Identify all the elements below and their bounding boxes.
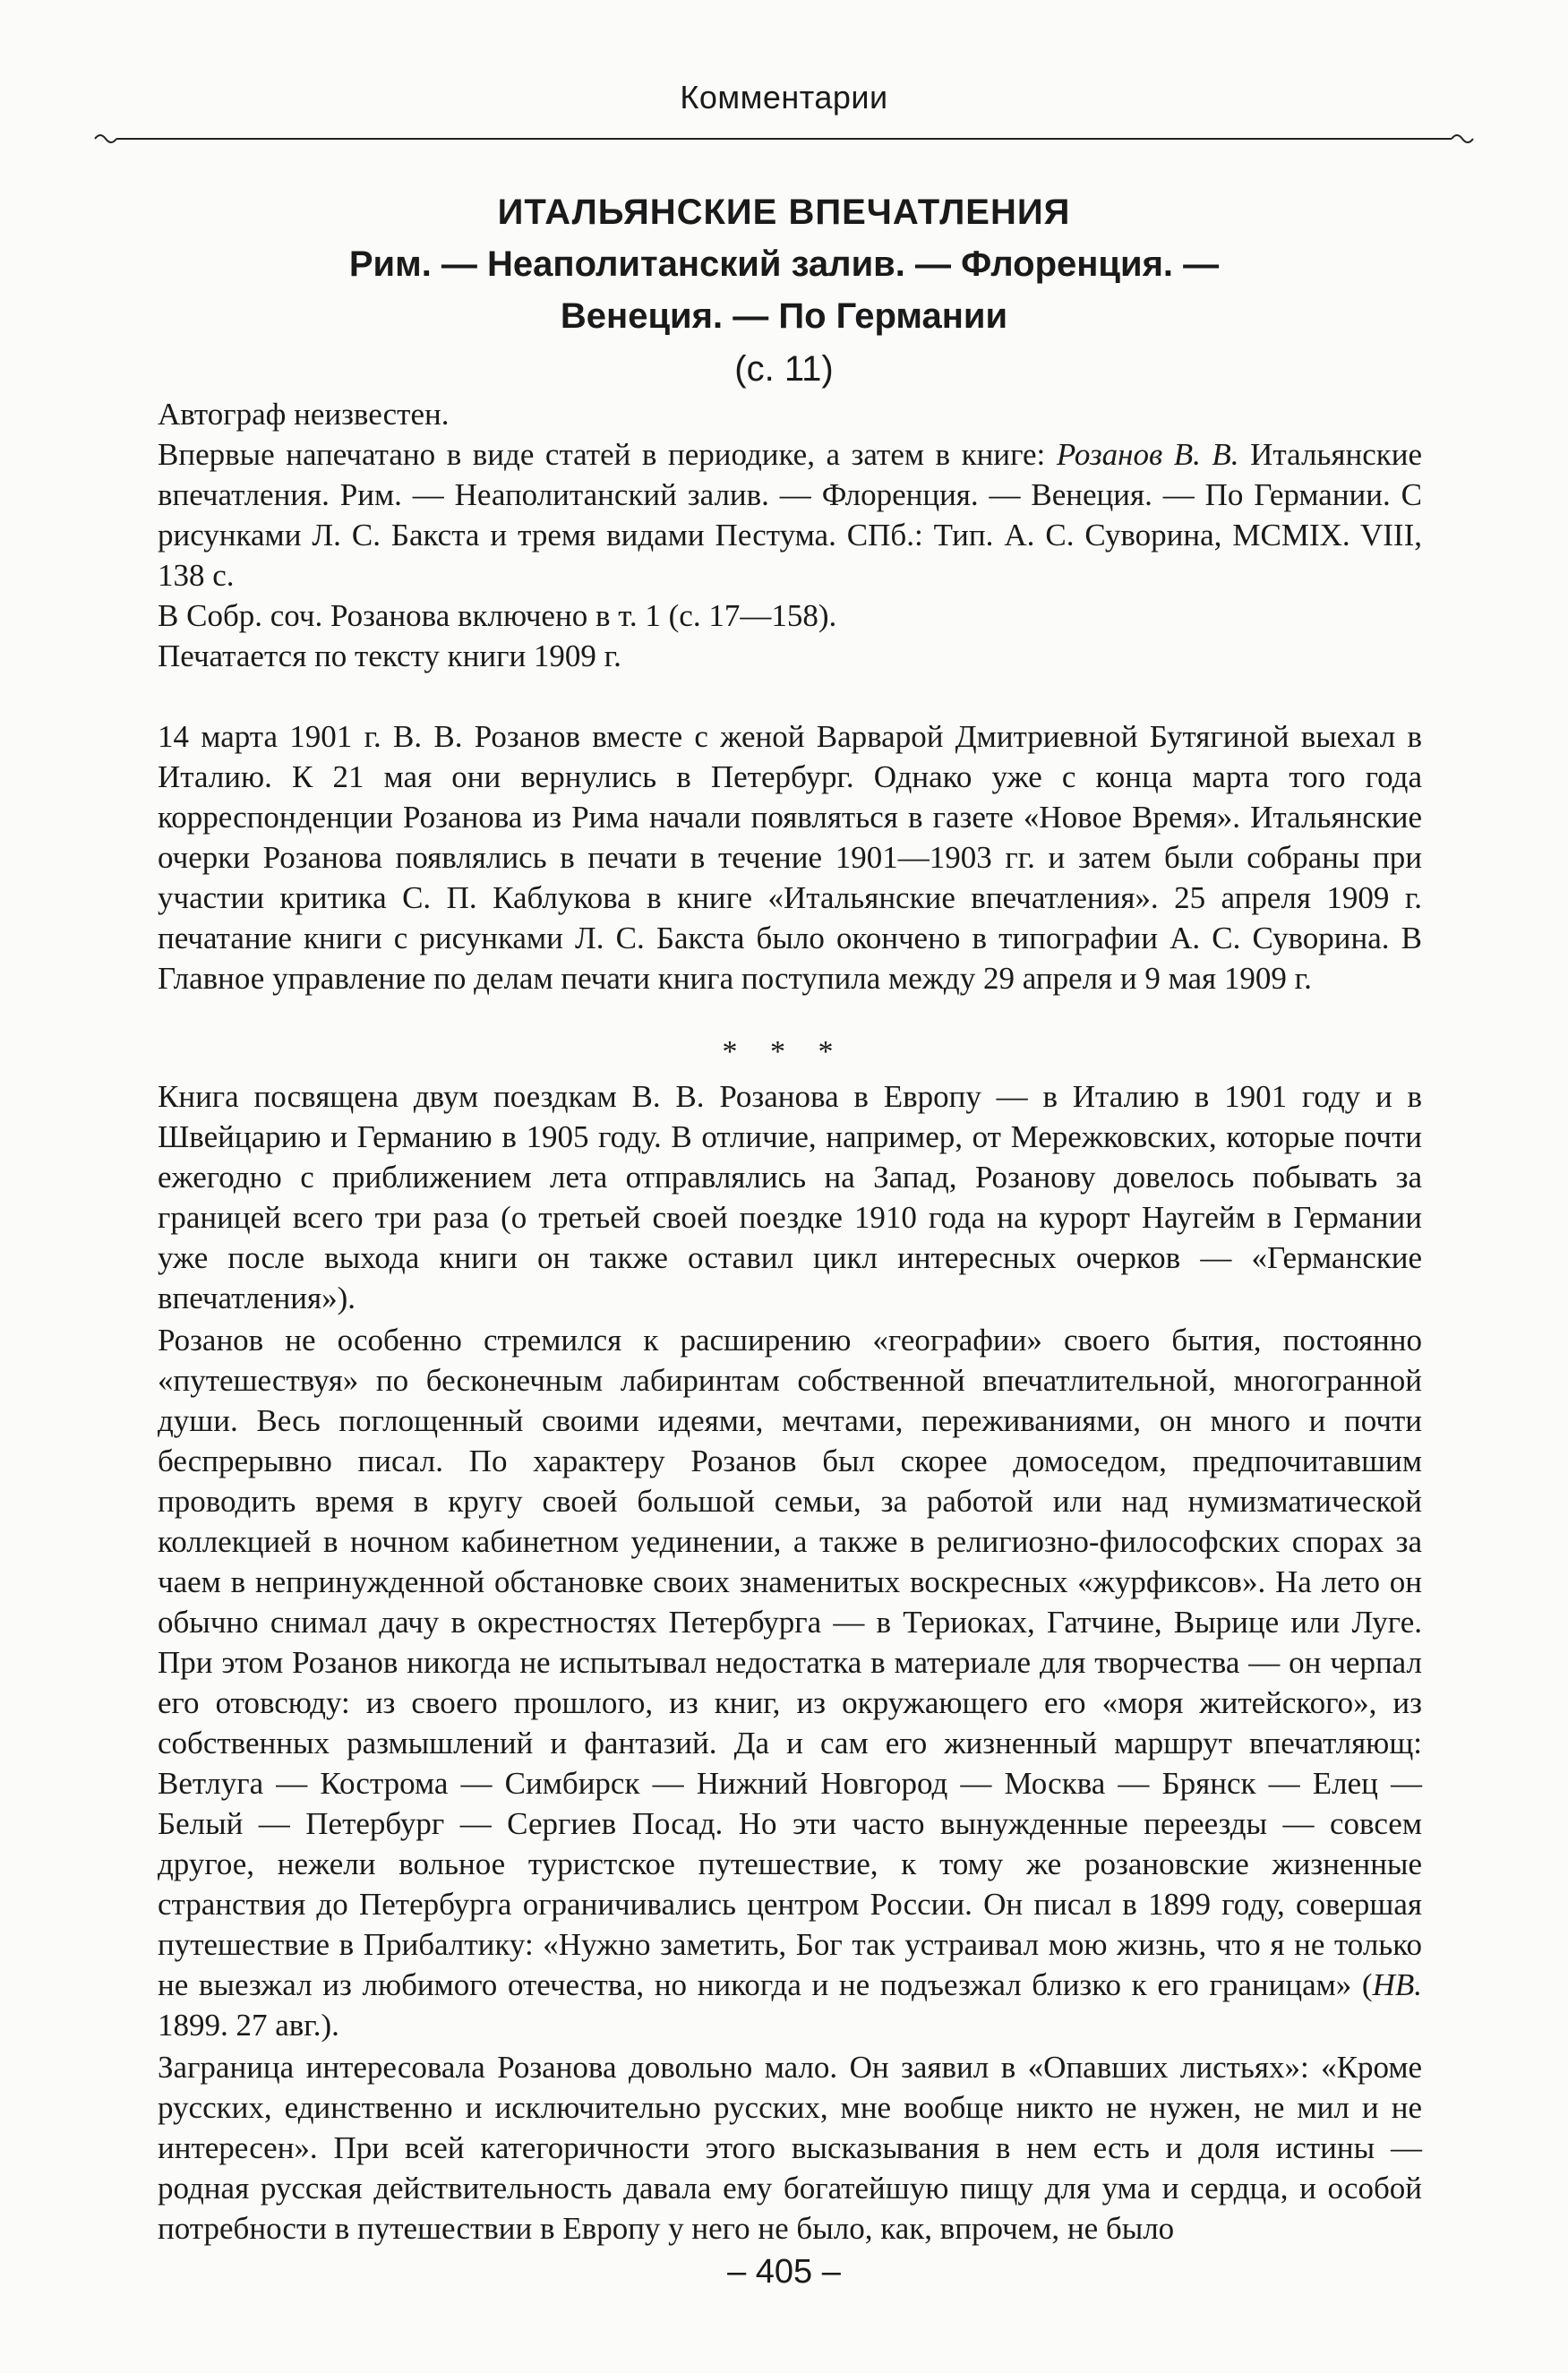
chapter-subtitle-line-2: Венеция. — По Германии <box>560 296 1008 336</box>
paragraph-3: Заграница интересовала Розанова довольно мало. Он заявил в «Опавших листьях»: «Кроме русских, единственно и исключительно русских, мне вообще никто не нужен, не мил и не интересен». При всей категоричности этого высказывания в нем есть и доля истины — родная русская действительность давала ему богатейшую пищу для ума и сердца, и особой потребности в путешествии в Европу у него не было, как, впрочем, не было <box>158 2050 1422 2246</box>
history-text: 14 марта 1901 г. В. В. Розанов вместе с женой Варварой Дмитриевной Бутягиной выехал в Италию. К 21 мая они вернулись в Петербург. Однако уже с конца марта того года корреспонденции Розанова из Рима начали появляться в газете «Новое Время». Итальянские очерки Розанова появлялись в печати в течение 1901—1903 гг. и затем были собраны при участии критика С. П. Каблукова в книге «Итальянские впечатления». 25 апреля 1909 г. печатание книги с рисунками Л. С. Бакста было окончено в типографии А. С. Суворина. В Главное управление по делам печати книга поступила между 29 апреля и 9 мая 1909 г. <box>158 719 1422 996</box>
citation-date: 1899. 27 авг.). <box>158 2008 339 2043</box>
running-head: Комментарии <box>680 79 888 116</box>
autograph-note: Автограф неизвестен. <box>158 397 450 432</box>
title-block <box>134 186 1434 396</box>
page-reference: (с. 11) <box>734 349 834 389</box>
page-number: – 405 – <box>727 2253 841 2291</box>
chapter-subtitle-line-1: Рим. — Неаполитанский залив. — Флоренция. — <box>348 244 1220 284</box>
ornamental-rule <box>90 125 1478 152</box>
paragraph-2-text: Розанов не особенно стремился к расширению «географии» своего бытия, постоянно «путешествуя» по бесконечным лабиринтам собственной впечатлительной, многогранной души. Весь поглощенный своими идеями, мечтами, переживаниями, он много и почти беспрерывно писал. По характеру Розанов был скорее домоседом, предпочитавшим проводить время в кругу своей большой семьи, за работой или над нумизматической коллекцией в ночном кабинетном уединении, а также в религиозно-философских спорах за чаем в непринужденной обстановке своих знаменитых воскресных «журфиксов». На лето он обычно снимал дачу в окрестностях Петербурга — в Териоках, Гатчине, Вырице или Луге. При этом Розанов никогда не испытывал недостатка в материале для творчества — он черпал его отовсюду: из своего прошлого, из книг, из окружающего его «моря житейского», из собственных размышлений и фантазий. Да и сам его жизненный маршрут впечатляющ: Ветлуга — Кострома — Симбирск — Нижний Новгород — Москва — Брянск — Елец — Белый — Петербург — Сергиев Посад. Но эти часто вынужденные переезды — совсем другое, нежели вольное туристское путешествие, к тому же розановские жизненные странствия до Петербурга ограничивались центром России. Он писал в 1899 году, совершая путешествие в Прибалтику: «Нужно заметить, Бог так устраивал мою жизнь, что я не только не выезжал из любимого отечества, но никогда и не подъезжал близко к его границам» ( <box>158 1323 1422 2002</box>
section-separator: * * * <box>722 1035 846 1068</box>
paragraph-1: Книга посвящена двум поездкам В. В. Розанова в Европу — в Италию в 1901 году и в Швейцарию и Германию в 1905 году. В отличие, например, от Мережковских, которые почти ежегодно с приближением лета отправлялись на Запад, Розанову довелось побывать за границей всего три раза (о третьей своей поездке 1910 года на курорт Наугейм в Германии уже после выхода книги он также оставил цикл интересных очерков — «Германские впечатления»). <box>158 1079 1422 1315</box>
commentary-body <box>158 1076 1422 2249</box>
source-text-note: Печатается по тексту книги 1909 г. <box>158 638 621 673</box>
first-publication-details: Итальянские впечатления. Рим. — Неаполитанский залив. — Флоренция. — Венеция. — По Германии. С рисунками Л. С. Бакста и тремя видами Пестума. СПб.: Тип. А. С. Суворина, MCMIX. VIII, 138 с. <box>158 437 1422 593</box>
paragraph-2 <box>158 1320 1422 2045</box>
bibliographic-note <box>158 394 1422 676</box>
citation-source: НВ. <box>1372 1967 1422 2002</box>
collected-works-note: В Собр. соч. Розанова включено в т. 1 (с. 17—158). <box>158 598 837 633</box>
first-publication-prefix: Впервые напечатано в виде статей в периодике, а затем в книге: <box>158 437 1057 472</box>
author-name: Розанов В. В. <box>1056 437 1239 472</box>
history-paragraph <box>158 716 1422 998</box>
first-publication-note <box>158 434 1422 595</box>
chapter-title: ИТАЛЬЯНСКИЕ ВПЕЧАТЛЕНИЯ <box>497 193 1071 232</box>
